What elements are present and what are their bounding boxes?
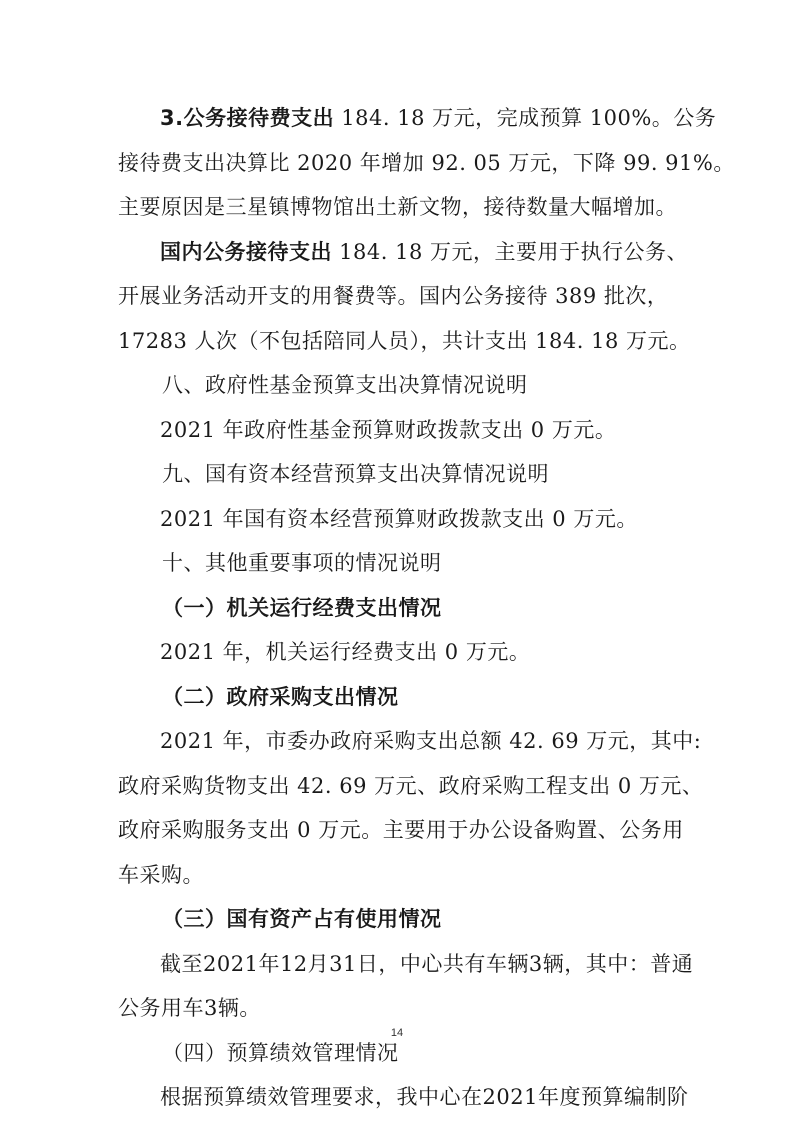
sub3-line2: 公务用车3辆。	[118, 996, 261, 1020]
section10-heading: 十、其他重要事项的情况说明	[162, 551, 442, 575]
section8-text: 2021 年政府性基金预算财政拨款支出 0 万元。	[160, 417, 617, 442]
domestic-reception-text: 184. 18 万元，主要用于执行公务、	[332, 239, 689, 264]
reception-expense-paragraph-line3: 主要原因是三星镇博物馆出土新文物，接待数量大幅增加。	[118, 195, 677, 219]
sub3-line1: 截至2021年12月31日，中心共有车辆3辆，其中：普通	[160, 951, 694, 976]
sub3-heading: （三）国有资产占有使用情况	[162, 907, 442, 931]
sub4-heading: （四）预算绩效管理情况	[162, 1040, 399, 1065]
domestic-reception-heading: 国内公务接待支出	[160, 239, 332, 264]
sub2-line3: 政府采购服务支出 0 万元。主要用于办公设备购置、公务用	[118, 818, 684, 842]
sub2-line2: 政府采购货物支出 42. 69 万元、政府采购工程支出 0 万元、	[118, 773, 704, 798]
sub1-text: 2021 年，机关运行经费支出 0 万元。	[160, 640, 531, 664]
section8-heading: 八、政府性基金预算支出决算情况说明	[162, 373, 528, 397]
sub2-heading: （二）政府采购支出情况	[162, 684, 399, 709]
section9-heading: 九、国有资本经营预算支出决算情况说明	[162, 462, 549, 486]
sub2-line4: 车采购。	[118, 862, 204, 887]
page-content	[118, 96, 735, 1120]
domestic-reception-paragraph-line1	[118, 230, 689, 275]
sub2-line1: 2021 年，市委办政府采购支出总额 42. 69 万元，其中:	[160, 729, 702, 753]
page-number: 14	[390, 1027, 404, 1039]
reception-expense-text: 184. 18 万元，完成预算 100%。公务	[334, 106, 717, 130]
reception-expense-paragraph-line2: 接待费支出决算比 2020 年增加 92. 05 万元，下降 99. 91%。	[118, 150, 735, 175]
sub4-line1: 根据预算绩效管理要求，我中心在2021年度预算编制阶	[160, 1085, 689, 1109]
section9-text: 2021 年国有资本经营预算财政拨款支出 0 万元。	[160, 506, 638, 531]
reception-expense-paragraph-line1	[118, 96, 717, 141]
reception-expense-heading: 3.公务接待费支出	[160, 106, 335, 130]
domestic-reception-paragraph-line2: 开展业务活动开支的用餐费等。国内公务接待 389 批次，	[118, 284, 669, 308]
domestic-reception-paragraph-line3: 17283 人次（不包括陪同人员），共计支出 184. 18 万元。	[118, 328, 691, 353]
sub1-heading: （一）机关运行经费支出情况	[162, 595, 442, 620]
